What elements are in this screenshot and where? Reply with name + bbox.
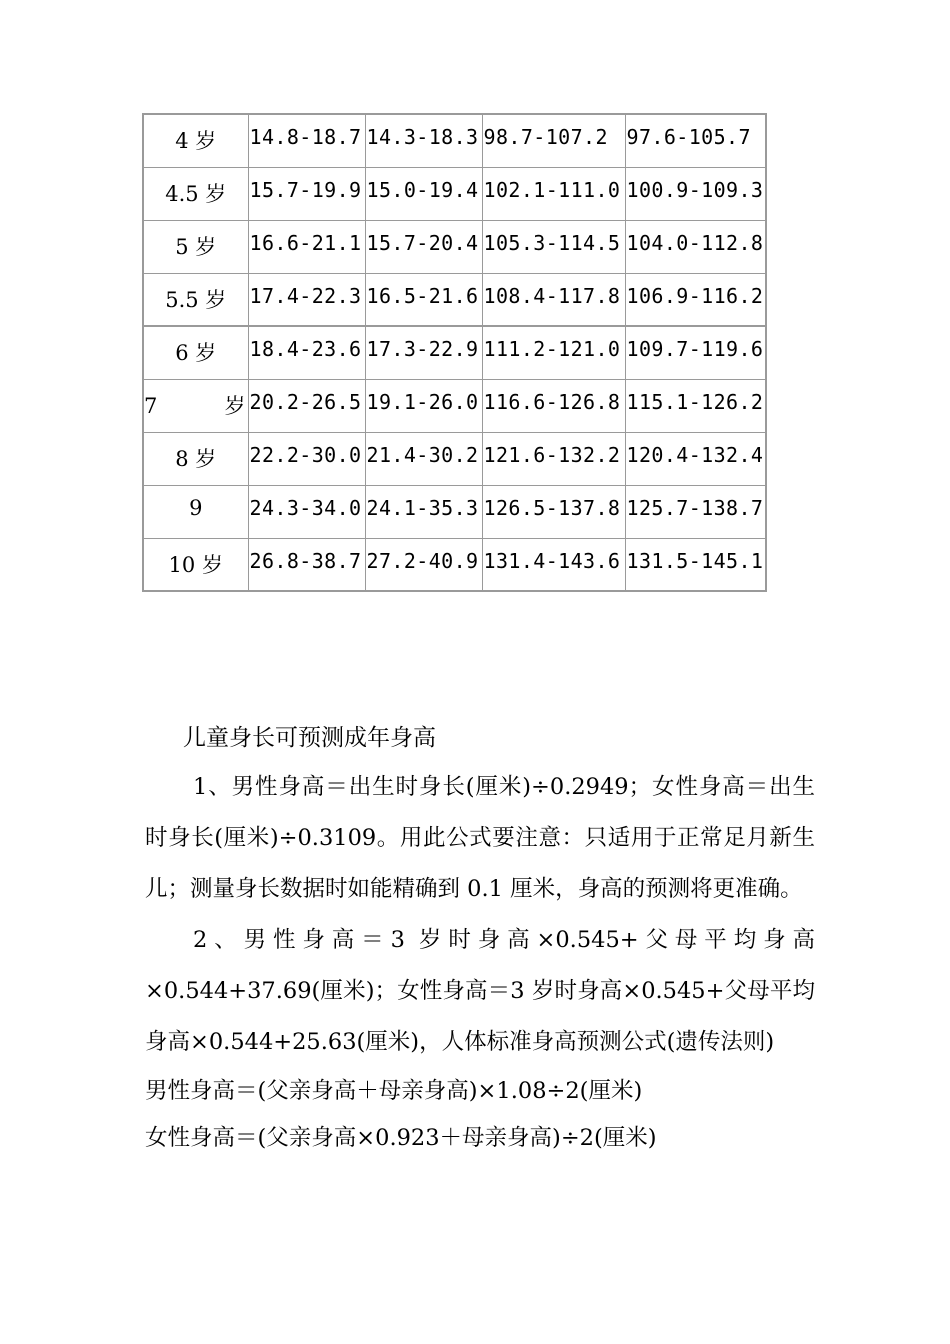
table-cell: 17.3-22.9	[365, 326, 482, 379]
table-row	[143, 326, 766, 379]
table-cell: 126.5-137.8	[482, 485, 625, 538]
table-row	[143, 432, 766, 485]
table-cell: 105.3-114.5	[482, 220, 625, 273]
table-cell: 131.5-145.1	[625, 538, 766, 591]
table-row	[143, 485, 766, 538]
table-cell: 116.6-126.8	[482, 379, 625, 432]
table-cell: 16.6-21.1	[248, 220, 365, 273]
table-cell: 20.2-26.5	[248, 379, 365, 432]
table-cell: 21.4-30.2	[365, 432, 482, 485]
age-cell: 10 岁	[143, 538, 248, 591]
table-cell: 15.7-19.9	[248, 167, 365, 220]
table-row	[143, 167, 766, 220]
table-cell: 115.1-126.2	[625, 379, 766, 432]
table-cell: 100.9-109.3	[625, 167, 766, 220]
table-cell: 109.7-119.6	[625, 326, 766, 379]
table-cell: 125.7-138.7	[625, 485, 766, 538]
age-cell: 8 岁	[143, 432, 248, 485]
table-cell: 108.4-117.8	[482, 273, 625, 326]
table-row	[143, 538, 766, 591]
table-cell: 106.9-116.2	[625, 273, 766, 326]
age-cell: 9	[143, 485, 248, 538]
table-cell: 26.8-38.7	[248, 538, 365, 591]
table-cell: 19.1-26.0	[365, 379, 482, 432]
table-row	[143, 379, 766, 432]
table-cell: 24.1-35.3	[365, 485, 482, 538]
table-cell: 17.4-22.3	[248, 273, 365, 326]
table-row	[143, 273, 766, 326]
table-row	[143, 114, 766, 167]
age-cell: 6 岁	[143, 326, 248, 379]
age-cell: 4 岁	[143, 114, 248, 167]
table-cell: 120.4-132.4	[625, 432, 766, 485]
section-heading: 儿童身长可预测成年身高	[183, 725, 436, 751]
body-text	[145, 762, 815, 1162]
age-cell: 5 岁	[143, 220, 248, 273]
age-cell: 5.5 岁	[143, 273, 248, 326]
table-cell: 104.0-112.8	[625, 220, 766, 273]
age-cell: 7 岁	[143, 379, 248, 432]
table-cell: 98.7-107.2	[482, 114, 625, 167]
table-cell: 27.2-40.9	[365, 538, 482, 591]
growth-standards-table	[142, 113, 767, 592]
table-cell: 111.2-121.0	[482, 326, 625, 379]
table-cell: 131.4-143.6	[482, 538, 625, 591]
table-cell: 97.6-105.7	[625, 114, 766, 167]
paragraph-formula-2: 2、男性身高＝3 岁时身高×0.545+父母平均身高×0.544+37.69(厘米)；女性身高＝3 岁时身高×0.545+父母平均身高×0.544+25.63(厘米)，人体标准身高预测公式(遗传法则)	[145, 927, 815, 1055]
table-cell: 15.7-20.4	[365, 220, 482, 273]
paragraph-formula-1: 1、男性身高＝出生时身长(厘米)÷0.2949；女性身高＝出生时身长(厘米)÷0.3109。用此公式要注意：只适用于正常足月新生儿；测量身长数据时如能精确到 0.1 厘米，身高的预测将更准确。	[145, 774, 815, 902]
formula-female: 女性身高＝(父亲身高×0.923＋母亲身高)÷2(厘米)	[145, 1125, 657, 1151]
table-cell: 102.1-111.0	[482, 167, 625, 220]
formula-male: 男性身高＝(父亲身高＋母亲身高)×1.08÷2(厘米)	[145, 1078, 643, 1104]
table-cell: 18.4-23.6	[248, 326, 365, 379]
table-cell: 14.3-18.3	[365, 114, 482, 167]
table-row	[143, 220, 766, 273]
table-cell: 24.3-34.0	[248, 485, 365, 538]
table-cell: 15.0-19.4	[365, 167, 482, 220]
table-cell: 121.6-132.2	[482, 432, 625, 485]
table-cell: 14.8-18.7	[248, 114, 365, 167]
table-cell: 22.2-30.0	[248, 432, 365, 485]
age-cell: 4.5 岁	[143, 167, 248, 220]
table-cell: 16.5-21.6	[365, 273, 482, 326]
